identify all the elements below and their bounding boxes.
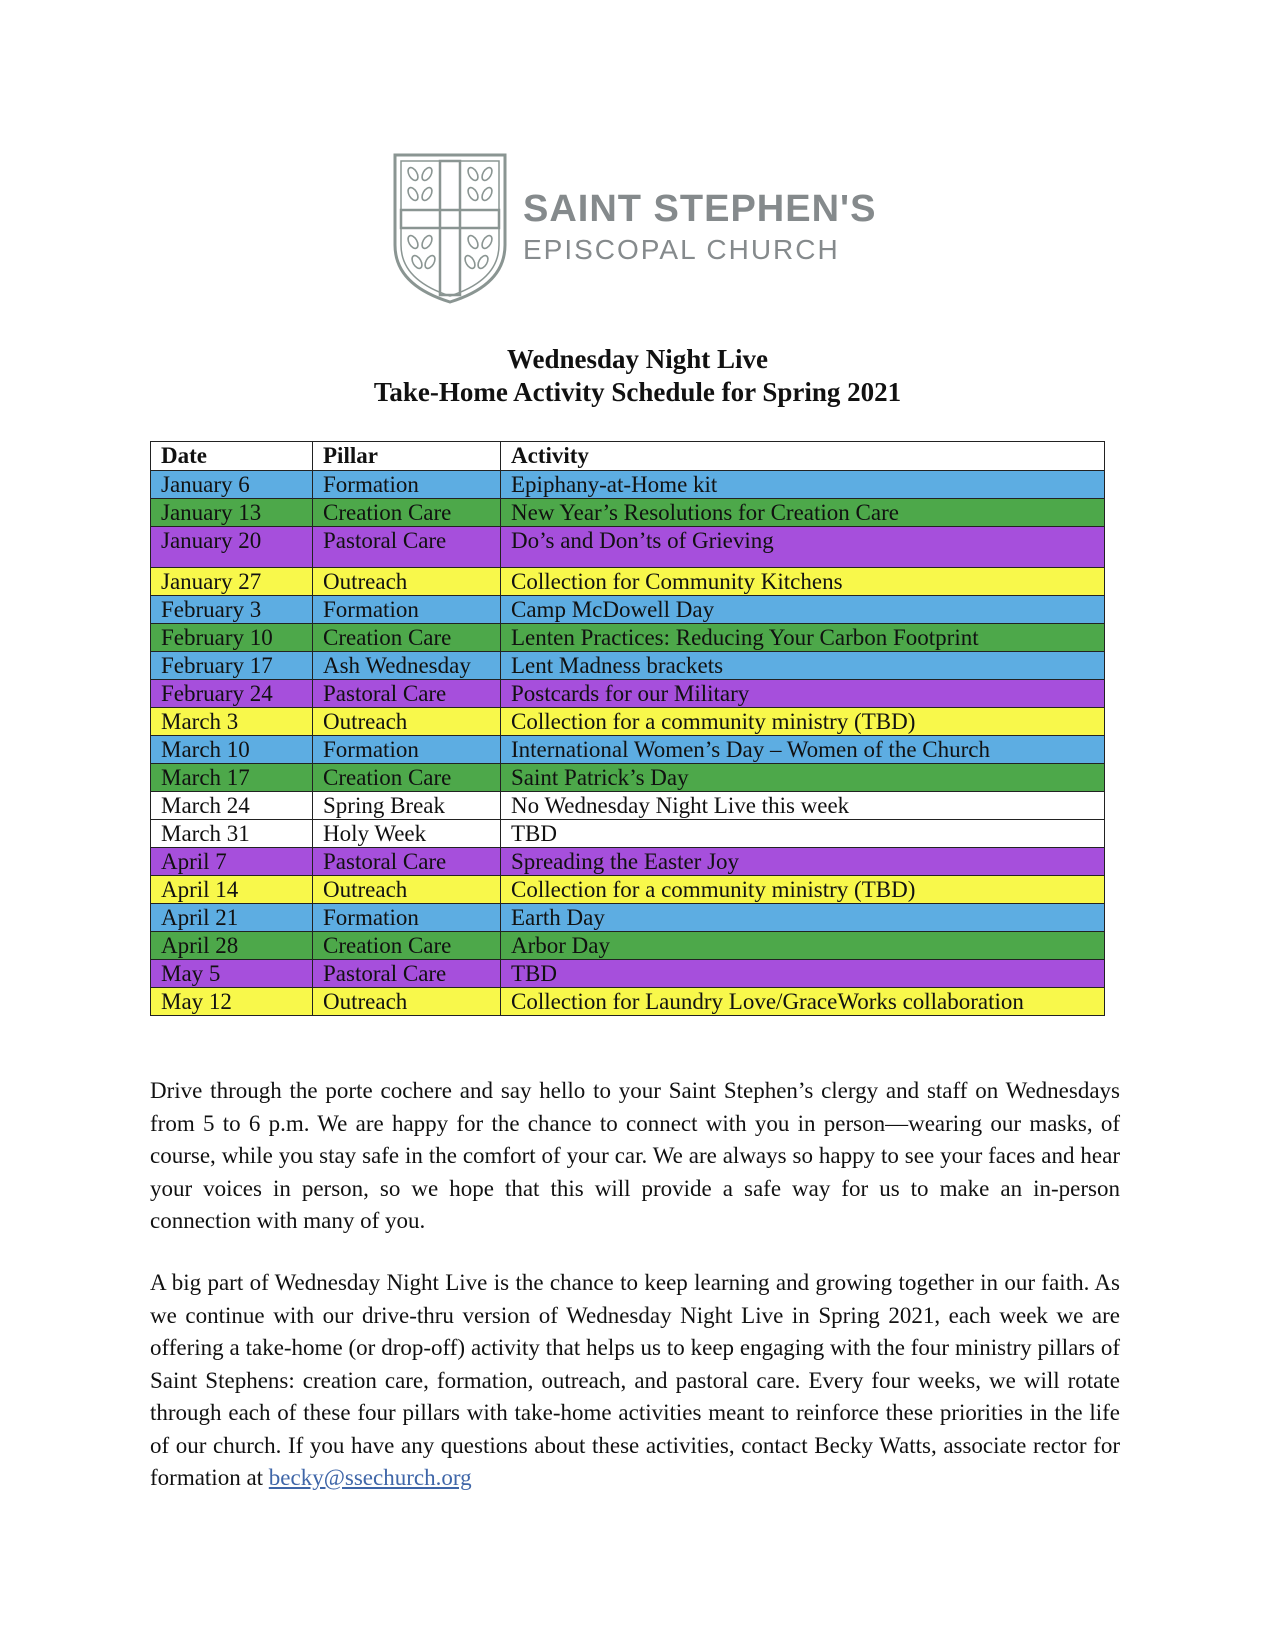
cell-pillar: Creation Care: [313, 624, 501, 652]
paragraph-2: [150, 1267, 1120, 1495]
cell-pillar: Creation Care: [313, 932, 501, 960]
title-line-1: Wednesday Night Live: [506, 344, 769, 374]
cell-activity: International Women’s Day – Women of the Church: [501, 736, 1105, 764]
cell-pillar: Outreach: [313, 988, 501, 1016]
logo-church-subtitle: EPISCOPAL CHURCH: [523, 234, 840, 265]
title-line-2: Take-Home Activity Schedule for Spring 2021: [373, 377, 902, 407]
cell-date: April 7: [151, 848, 313, 876]
cell-activity: No Wednesday Night Live this week: [501, 792, 1105, 820]
cell-activity: Camp McDowell Day: [501, 596, 1105, 624]
table-row: [151, 568, 1105, 596]
contact-email-link[interactable]: becky@ssechurch.org: [268, 1465, 472, 1490]
cell-activity: Arbor Day: [501, 932, 1105, 960]
cell-date: March 3: [151, 708, 313, 736]
table-row: [151, 596, 1105, 624]
cell-pillar: Formation: [313, 471, 501, 499]
schedule-rows: [151, 471, 1105, 1016]
table-row: [151, 904, 1105, 932]
cell-activity: Lenten Practices: Reducing Your Carbon Footprint: [501, 624, 1105, 652]
cell-pillar: Formation: [313, 904, 501, 932]
header-date: Date: [151, 442, 313, 471]
cell-activity: New Year’s Resolutions for Creation Care: [501, 499, 1105, 527]
cell-date: February 10: [151, 624, 313, 652]
cell-activity: Collection for Community Kitchens: [501, 568, 1105, 596]
cell-pillar: Pastoral Care: [313, 680, 501, 708]
cell-date: January 20: [151, 527, 313, 568]
cell-activity: Collection for Laundry Love/GraceWorks collaboration: [501, 988, 1105, 1016]
cell-date: April 21: [151, 904, 313, 932]
cell-activity: Do’s and Don’ts of Grieving: [501, 527, 1105, 568]
cell-activity: TBD: [501, 960, 1105, 988]
cell-date: March 10: [151, 736, 313, 764]
cell-date: March 17: [151, 764, 313, 792]
cell-date: February 24: [151, 680, 313, 708]
cell-pillar: Ash Wednesday: [313, 652, 501, 680]
cell-date: February 3: [151, 596, 313, 624]
paragraph-1-text: Drive through the porte cochere and say hello to your Saint Stephen’s clergy and staff on Wednesdays from 5 to 6 p.m. We are happy for the chance to connect with you in person—wearing our masks, of course, while you stay safe in the comfort of your car. We are always so happy to see your faces and hear your voices in person, so we hope that this will provide a safe way for us to make an in-person connection with many of you.: [150, 1078, 1120, 1233]
cell-date: April 28: [151, 932, 313, 960]
cell-date: January 6: [151, 471, 313, 499]
cell-pillar: Formation: [313, 596, 501, 624]
cell-date: January 13: [151, 499, 313, 527]
cell-pillar: Formation: [313, 736, 501, 764]
table-row: [151, 764, 1105, 792]
cell-activity: TBD: [501, 820, 1105, 848]
table-row: [151, 848, 1105, 876]
header-pillar: Pillar: [313, 442, 501, 471]
table-row: [151, 708, 1105, 736]
cell-activity: Spreading the Easter Joy: [501, 848, 1105, 876]
cell-pillar: Creation Care: [313, 764, 501, 792]
cross-shield-icon: [390, 150, 510, 305]
cell-date: January 27: [151, 568, 313, 596]
table-row: [151, 527, 1105, 568]
cell-activity: Collection for a community ministry (TBD): [501, 876, 1105, 904]
cell-pillar: Holy Week: [313, 820, 501, 848]
table-row: [151, 876, 1105, 904]
cell-pillar: Outreach: [313, 708, 501, 736]
cell-pillar: Creation Care: [313, 499, 501, 527]
document-title: [0, 343, 1275, 409]
cell-activity: Saint Patrick’s Day: [501, 764, 1105, 792]
cell-date: March 24: [151, 792, 313, 820]
paragraph-drive-through: [150, 1075, 1120, 1238]
church-logo: [390, 150, 890, 305]
cell-pillar: Spring Break: [313, 792, 501, 820]
cell-date: May 12: [151, 988, 313, 1016]
table-row: [151, 736, 1105, 764]
cell-activity: Earth Day: [501, 904, 1105, 932]
cell-pillar: Outreach: [313, 876, 501, 904]
header-activity: Activity: [501, 442, 1105, 471]
table-row: [151, 932, 1105, 960]
table-row: [151, 792, 1105, 820]
schedule-table: [150, 441, 1105, 1016]
paragraph-2-text: A big part of Wednesday Night Live is the chance to keep learning and growing together in our faith. As we continue with our drive-thru version of Wednesday Night Live in Spring 2021, each week we are offering a take-home (or drop-off) activity that helps us to keep engaging with the four ministry pillars of Saint Stephens: creation care, formation, outreach, and pastoral care. Every four weeks, we will rotate through each of these four pillars with take-home activities meant to reinforce these priorities in the life of our church. If you have any questions about these activities, contact Becky Watts, associate rector for formation at: [150, 1270, 1120, 1490]
table-row: [151, 988, 1105, 1016]
table-row: [151, 680, 1105, 708]
cell-pillar: Outreach: [313, 568, 501, 596]
table-row: [151, 471, 1105, 499]
table-header-row: [151, 442, 1105, 471]
cell-pillar: Pastoral Care: [313, 527, 501, 568]
table-row: [151, 652, 1105, 680]
cell-date: March 31: [151, 820, 313, 848]
table-row: [151, 499, 1105, 527]
table-row: [151, 960, 1105, 988]
cell-date: February 17: [151, 652, 313, 680]
paragraph-about-wnl: [150, 1267, 1120, 1495]
cell-activity: Lent Madness brackets: [501, 652, 1105, 680]
cell-date: April 14: [151, 876, 313, 904]
cell-pillar: Pastoral Care: [313, 960, 501, 988]
table-row: [151, 820, 1105, 848]
cell-activity: Postcards for our Military: [501, 680, 1105, 708]
cell-activity: Collection for a community ministry (TBD): [501, 708, 1105, 736]
logo-church-name: SAINT STEPHEN'S: [523, 188, 877, 230]
cell-pillar: Pastoral Care: [313, 848, 501, 876]
cell-activity: Epiphany-at-Home kit: [501, 471, 1105, 499]
table-row: [151, 624, 1105, 652]
cell-date: May 5: [151, 960, 313, 988]
